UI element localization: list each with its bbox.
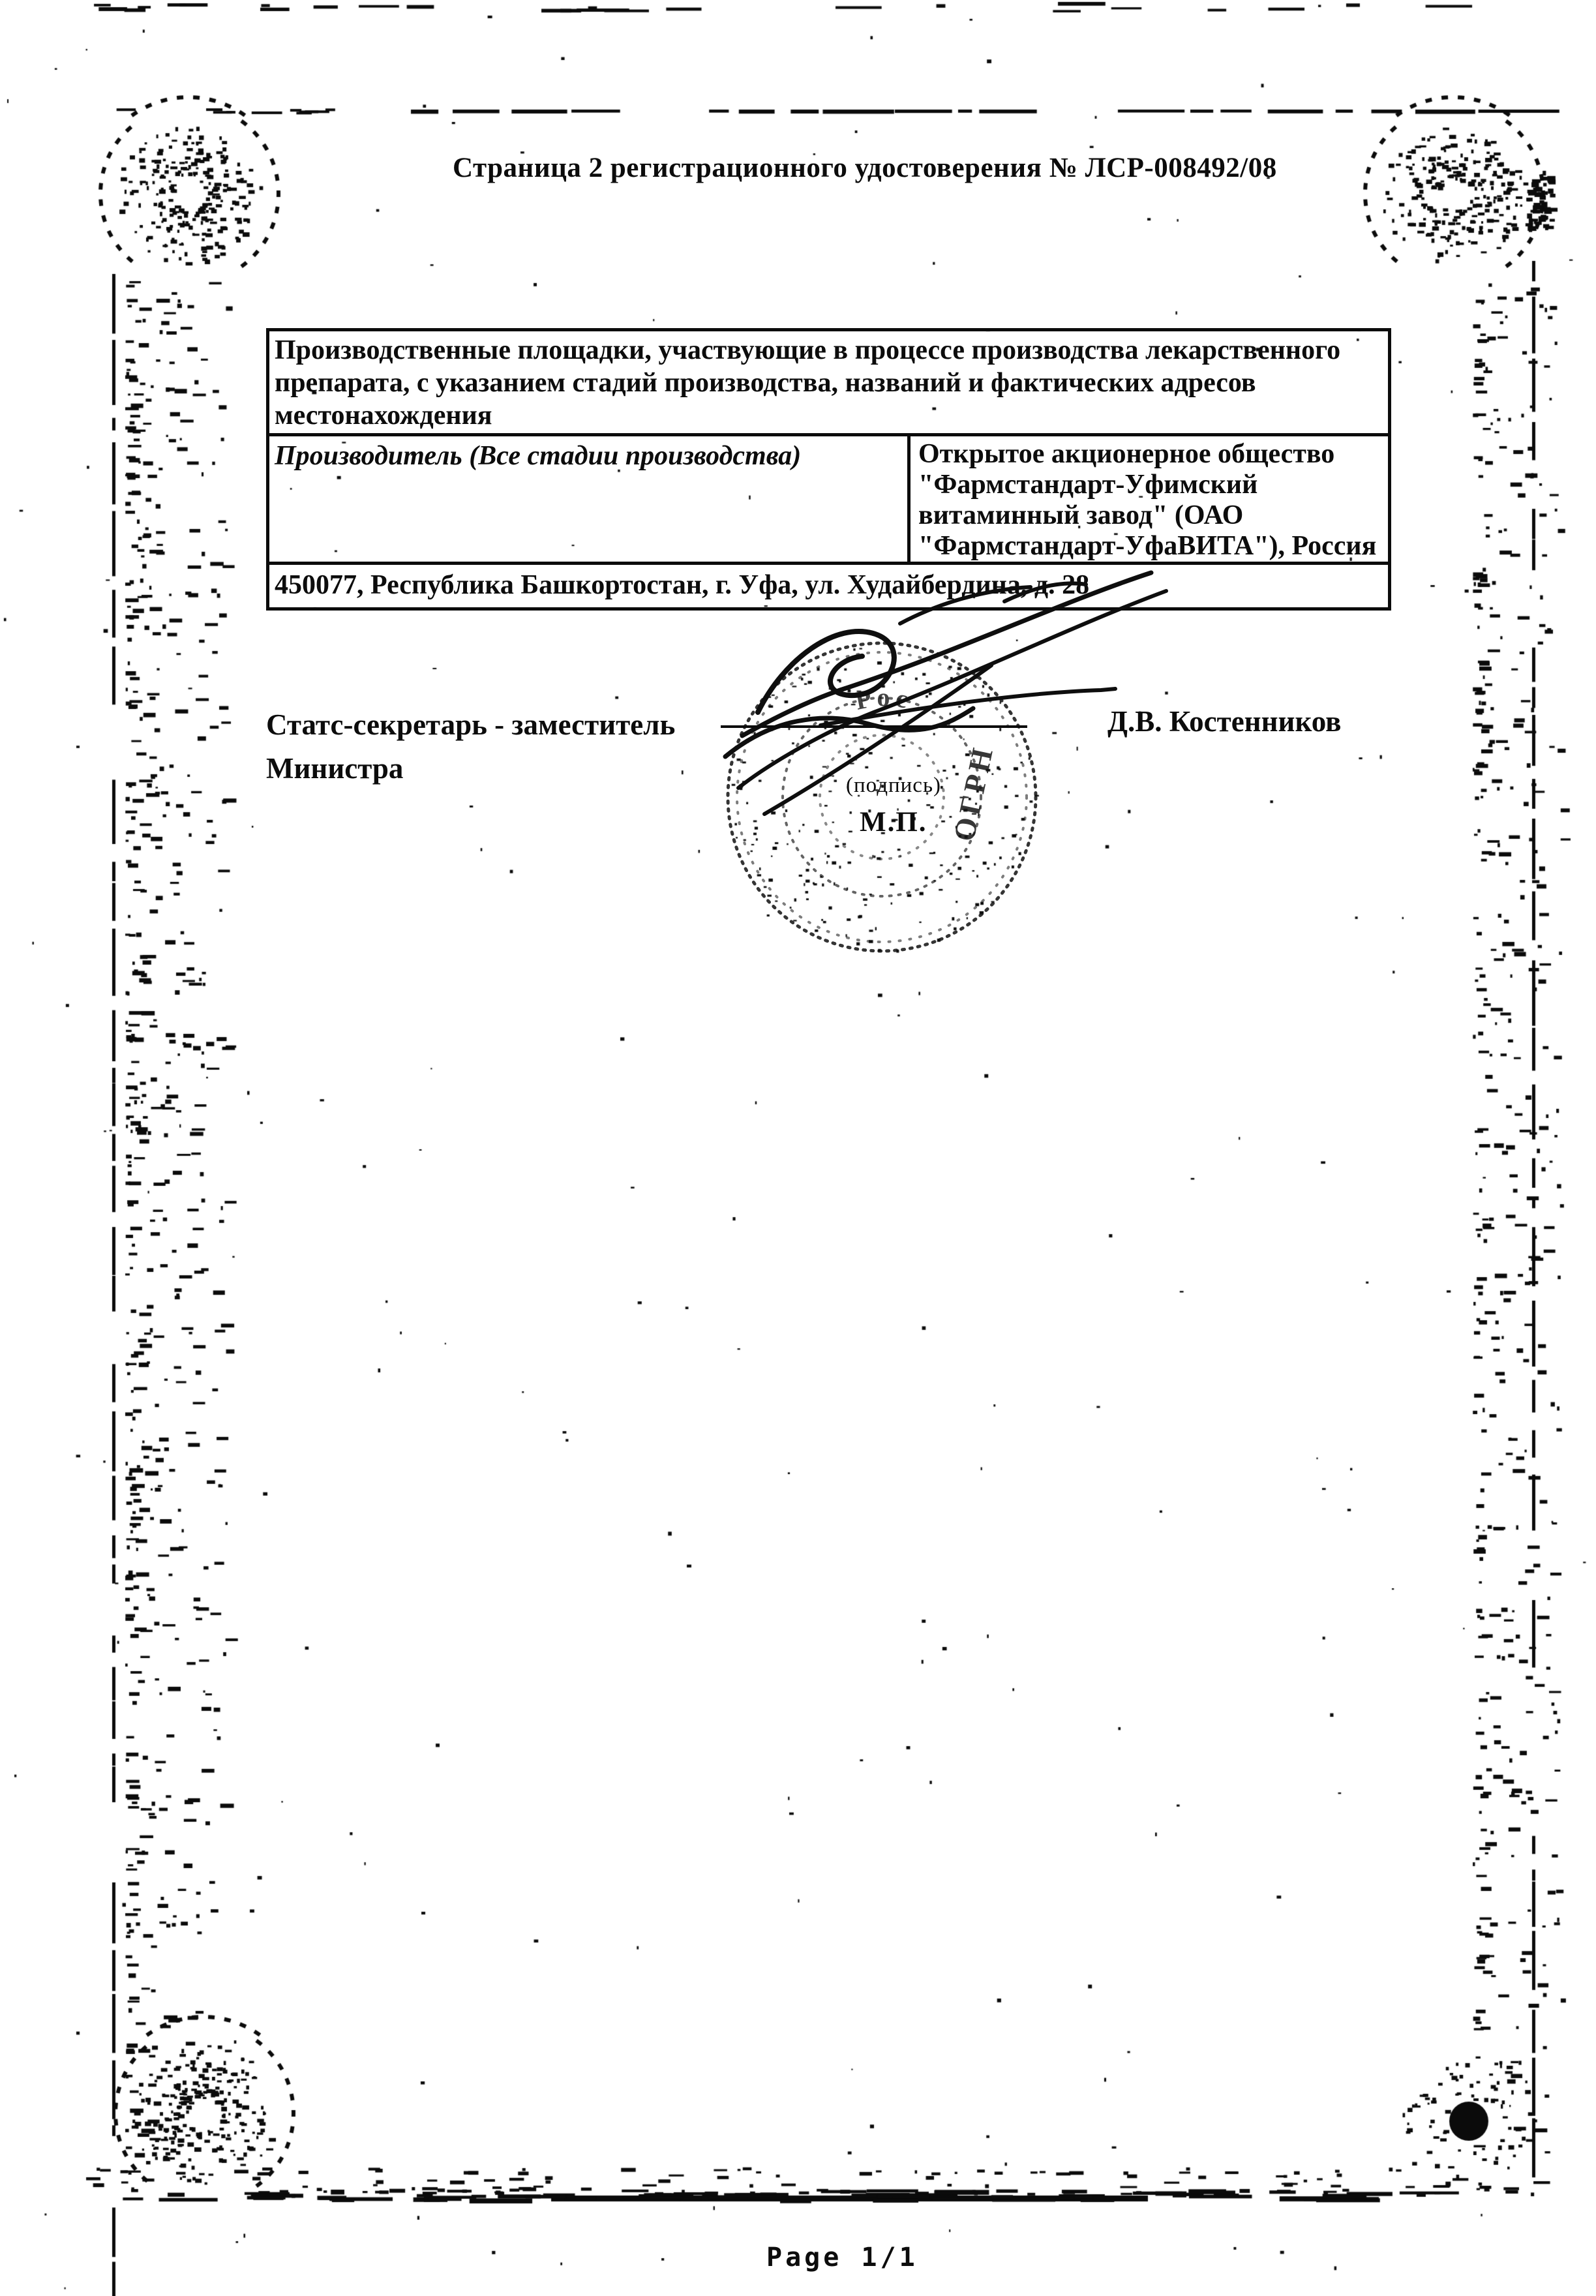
page-title: Страница 2 регистрационного удостоверения № ЛСР-008492/08 [453,153,1277,183]
signature-line [721,725,1027,728]
footer-page-number: Page 1/1 [766,2243,918,2273]
table-header-cell: Производственные площадки, участвующие в процессе производства лекарственного препарата, с указанием стадий производства, названий и фактических адресов местонахождения [275,335,1341,430]
stamp-ogrn-text: ОГРН [946,742,1000,845]
signatory-role-line1: Статс-секретарь - заместитель [266,708,676,741]
seal-placeholder-label: М.П. [860,807,927,838]
handwritten-signature [665,561,1181,841]
signatory-role [266,703,723,791]
signatory-role-line2: Министра [266,752,404,785]
table-row [269,433,1388,562]
producer-address-cell: 450077, Республика Башкортостан, г. Уфа, ул. Худайбердина, д. 28 [275,570,1090,600]
stamp-arc-text: Рос [852,682,915,716]
signature-caption: (подпись) [846,774,941,797]
producer-label-cell: Производитель (Все стадии производства) [275,441,802,471]
producer-value-cell: Открытое акционерное общество "Фармстандарт-Уфимский витаминный завод" (ОАО "Фармстандарт-УфаВИТА"), Россия [907,436,1388,562]
signatory-name: Д.В. Костенников [1107,705,1342,738]
